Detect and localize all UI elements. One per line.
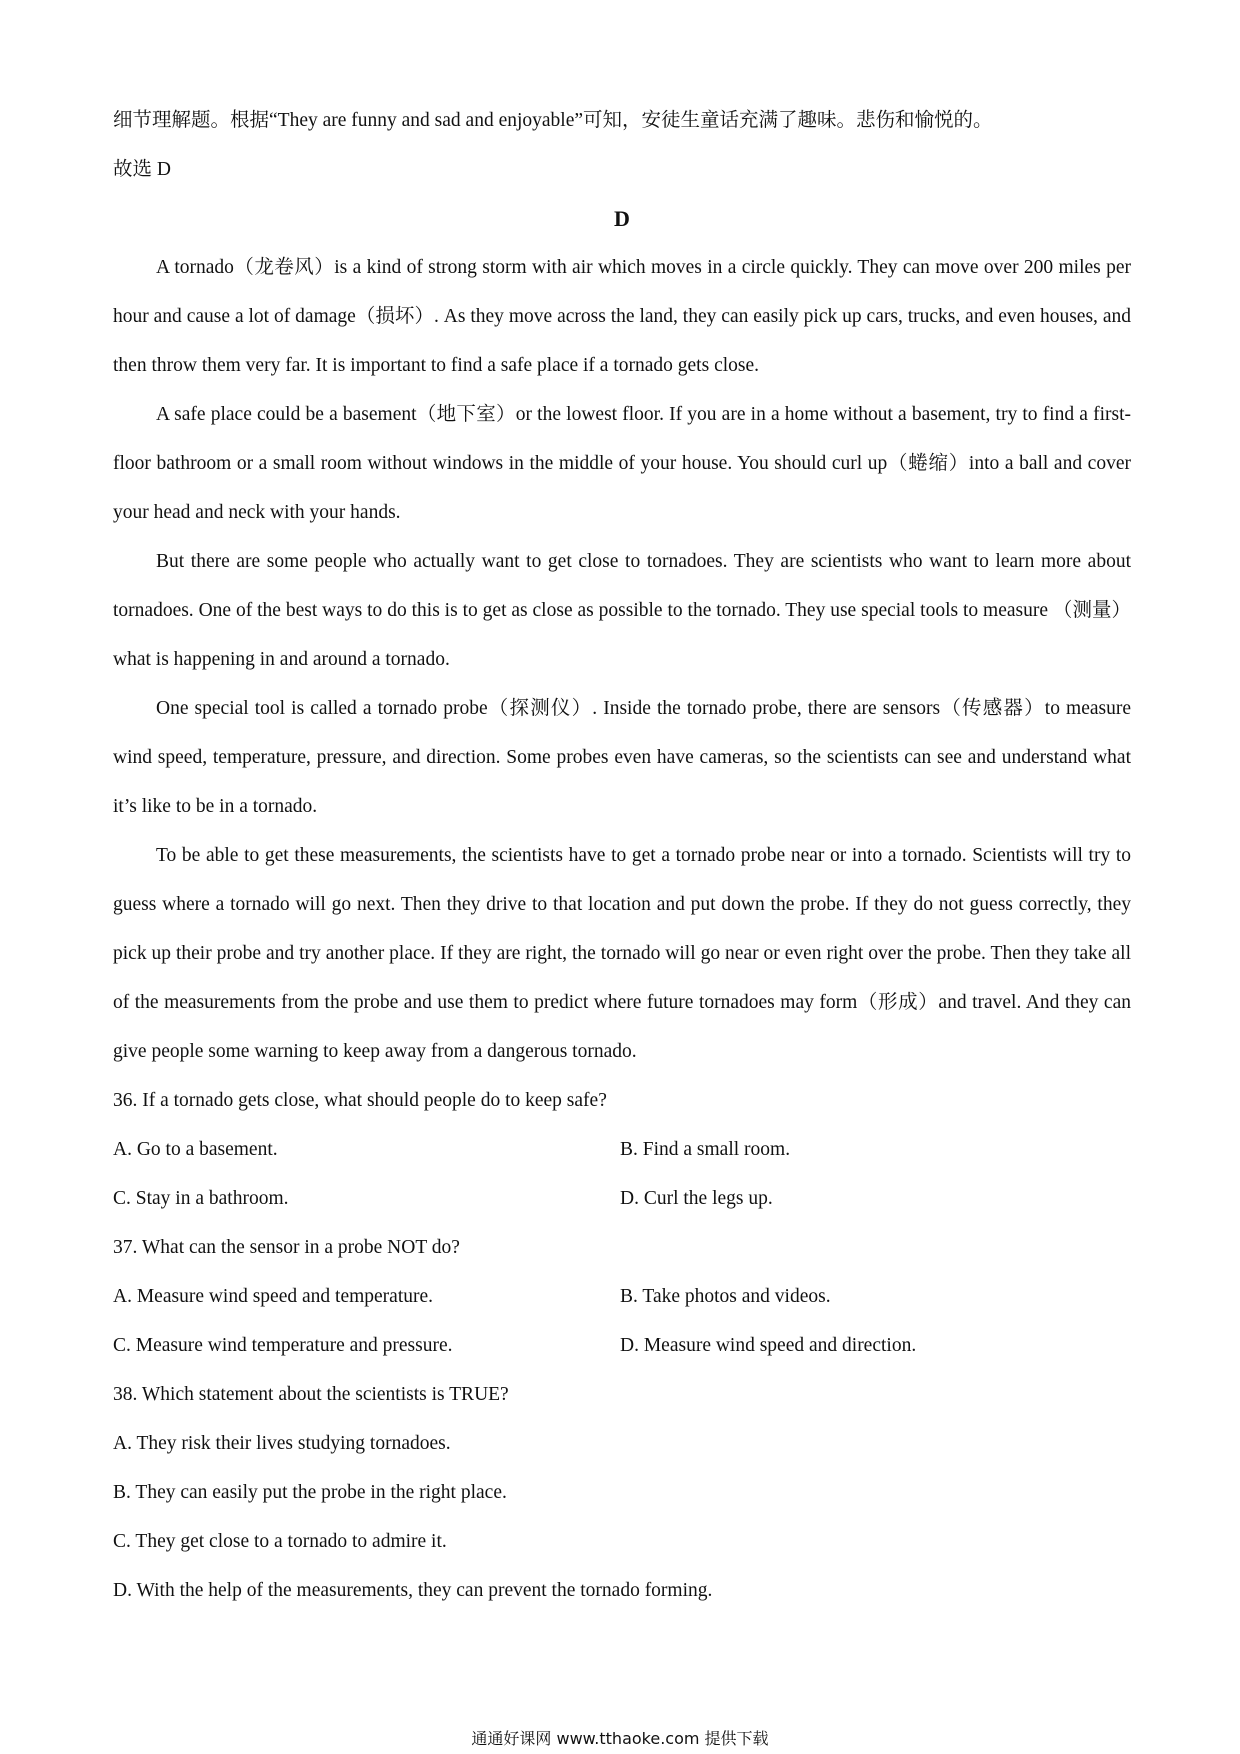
q38-option-b: B. They can easily put the probe in the right place. (113, 1482, 507, 1503)
intro-line-2: 故选 D (113, 159, 171, 180)
passage-paragraph-5: To be able to get these measurements, the scientists have to get a tornado probe near or into a tornado. Scientists will try to guess where a tornado will go next. Then they drive to that location and put down the probe. If they do not guess correctly, they pick up their probe and try another place. If they are right, the tornado will go near or even right over the probe. Then they take all of the measurements from the probe and use them to predict where future tornadoes may form（形成）and travel. And they can give people some warning to keep away from a dangerous tornado. (113, 845, 1131, 1062)
q36-option-b: B. Find a small room. (620, 1139, 791, 1160)
intro-line-1: 细节理解题。根据“They are funny and sad and enjoyable”可知，安徒生童话充满了趣味。悲伤和愉悦的。 (113, 110, 993, 131)
q37-option-a: A. Measure wind speed and temperature. (113, 1286, 434, 1307)
question-36: 36. If a tornado gets close, what should people do to keep safe? (113, 1090, 607, 1111)
q37-option-d: D. Measure wind speed and direction. (620, 1335, 917, 1356)
passage-paragraph-4: One special tool is called a tornado probe（探测仪）. Inside the tornado probe, there are sensors（传感器）to measure wind speed, temperature, pressure, and direction. Some probes even have cameras, so the scientists can see and understand what it’s like to be in a tornado. (113, 698, 1131, 817)
q36-option-c: C. Stay in a bathroom. (113, 1188, 289, 1209)
q36-option-d: D. Curl the legs up. (620, 1188, 773, 1209)
q38-option-c: C. They get close to a tornado to admire it. (113, 1531, 447, 1552)
question-37: 37. What can the sensor in a probe NOT do? (113, 1237, 460, 1258)
q38-option-d: D. With the help of the measurements, they can prevent the tornado forming. (113, 1580, 713, 1601)
q38-option-a: A. They risk their lives studying tornadoes. (113, 1433, 451, 1454)
passage-paragraph-3: But there are some people who actually want to get close to tornadoes. They are scientists who want to learn more about tornadoes. One of the best ways to do this is to get as close as possible to the tornado. They use special tools to measure （测量） what is happening in and around a tornado. (113, 551, 1131, 670)
q36-option-a: A. Go to a basement. (113, 1139, 278, 1160)
passage-paragraph-2: A safe place could be a basement（地下室）or the lowest floor. If you are in a home without a basement, try to find a first-floor bathroom or a small room without windows in the middle of your house. You should curl up（蜷缩）into a ball and cover your head and neck with your hands. (113, 404, 1131, 523)
q37-option-c: C. Measure wind temperature and pressure. (113, 1335, 453, 1356)
section-title: D (614, 206, 630, 231)
page-content (113, 96, 1131, 1615)
passage-paragraph-1: A tornado（龙卷风）is a kind of strong storm with air which moves in a circle quickly. They can move over 200 miles per hour and cause a lot of damage（损坏）. As they move across the land, they can easily pick up cars, trucks, and even houses, and then throw them very far. It is important to find a safe place if a tornado gets close. (113, 257, 1131, 376)
page-footer: 通通好课网 www.tthaoke.com 提供下载 (471, 1729, 769, 1748)
question-38: 38. Which statement about the scientists is TRUE? (113, 1384, 509, 1405)
question-37-options (113, 1272, 1131, 1370)
question-36-options (113, 1125, 1131, 1223)
q37-option-b: B. Take photos and videos. (620, 1286, 831, 1307)
